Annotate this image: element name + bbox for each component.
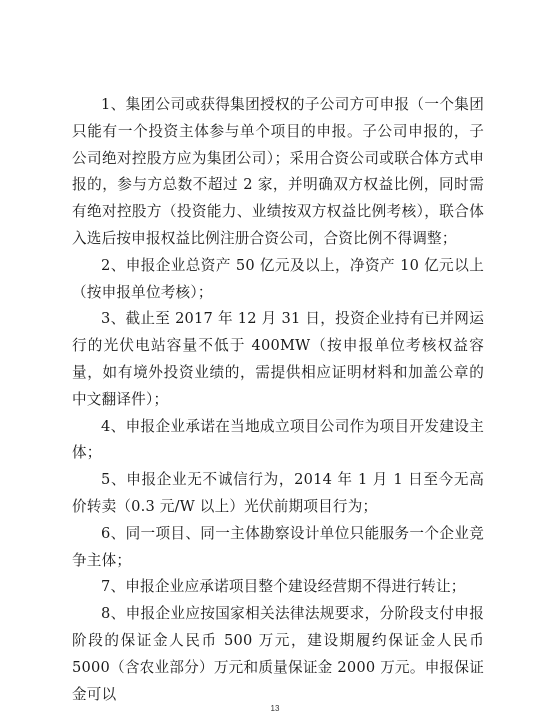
paragraph-1: 1、集团公司或获得集团授权的子公司方可申报（一个集团只能有一个投资主体参与单个项目的申报。子公司申报的，子公司绝对控股方应为集团公司）；采用合资公司或联合体方式申报的，参与方总数不超过 2 家，并明确双方权益比例，同时需有绝对控股方（投资能力、业绩按双方权益比例考核），联合体入选后按申报权益比例注册合资公司，合资比例不得调整； (72, 96, 484, 247)
paragraph-8: 8、申报企业应按国家相关法律法规要求，分阶段支付申报阶段的保证金人民币 500 万元，建设期履约保证金人民币 5000（含农业部分）万元和质量保证金 2000 万元。申报保证金可以 (72, 605, 484, 703)
paragraph-5: 5、申报企业无不诚信行为，2014 年 1 月 1 日至今无高价转卖（0.3 元/W 以上）光伏前期项目行为； (72, 471, 484, 515)
document-body (72, 92, 484, 708)
paragraph-7: 7、申报企业应承诺项目整个建设经营期不得进行转让； (101, 578, 466, 596)
paragraph-4: 4、申报企业承诺在当地成立项目公司作为项目开发建设主体； (72, 417, 484, 462)
paragraph-2: 2、申报企业总资产 50 亿元及以上，净资产 10 亿元以上（按申报单位考核）； (72, 256, 484, 301)
paragraph-6: 6、同一项目、同一主体勘察设计单位只能服务一个企业竞争主体； (72, 524, 484, 569)
paragraph-3: 3、截止至 2017 年 12 月 31 日，投资企业持有已并网运行的光伏电站容量不低于 400MW（按申报单位考核权益容量，如有境外投资业绩的，需提供相应证明材料和加盖公章的中文翻译件）； (72, 310, 484, 408)
page-number: 13 (270, 704, 280, 713)
